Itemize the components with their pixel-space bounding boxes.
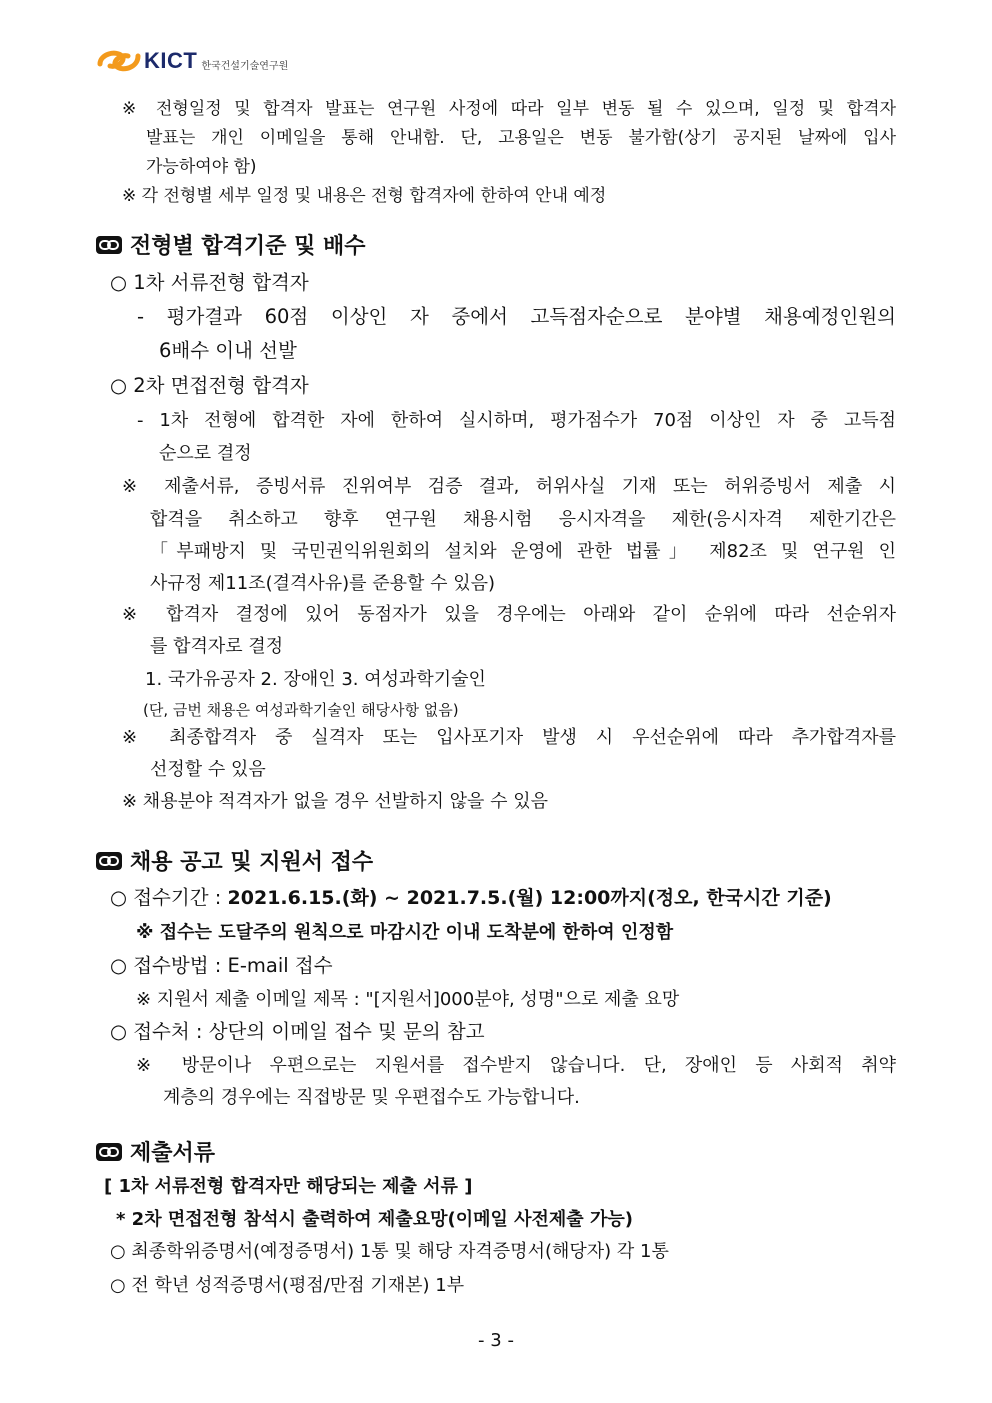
place-note: ※ 방문이나 우편으로는 지원서를 접수받지 않습니다. 단, 장애인 등 사회적 취약 [136, 1055, 896, 1076]
section-title: 채용 공고 및 지원서 접수 [130, 850, 374, 875]
period-note: ※ 접수는 도달주의 원칙으로 마감시간 이내 도착분에 한하여 인정함 [136, 922, 674, 943]
docs-note: * 2차 면접전형 참석시 출력하여 제출요망(이메일 사전제출 가능) [116, 1209, 633, 1230]
receipt-method: ○ 접수방법 : E-mail 접수 [110, 954, 333, 977]
kict-logo [96, 44, 288, 78]
list-item: 선정할 수 있음 [150, 759, 266, 780]
section-heading [96, 845, 373, 876]
list-item: ※ 채용분야 적격자가 없을 경우 선발하지 않을 수 있음 [122, 791, 549, 812]
receipt-period-value: 2021.6.15.(화) ~ 2021.7.5.(월) 12:00까지(정오, 한국시간 기준) [227, 887, 832, 909]
link-icon [96, 236, 122, 254]
method-note: ※ 지원서 제출 이메일 제목 : "[지원서]000분야, 성명"으로 제출 요망 [136, 989, 680, 1010]
list-item: (단, 금번 채용은 여성과학기술인 해당사항 없음) [143, 701, 459, 719]
list-item: 합격을 취소하고 향후 연구원 채용시험 응시자격을 제한(응시자격 제한기간은 [150, 509, 896, 530]
list-item: ※ 합격자 결정에 있어 동점자가 있을 경우에는 아래와 같이 순위에 따라 선순위자 [122, 604, 896, 625]
link-icon [96, 852, 122, 870]
docs-item: ○ 전 학년 성적증명서(평점/만점 기재본) 1부 [110, 1275, 465, 1296]
list-item: 를 합격자로 결정 [150, 636, 284, 657]
list-item: ○ 1차 서류전형 합격자 [110, 271, 309, 294]
list-item: 사규정 제11조(결격사유)를 준용할 수 있음) [150, 573, 496, 594]
logo-text: KICT [144, 48, 198, 73]
receipt-period-label: ○ 접수기간 : [110, 886, 228, 909]
note-line: ※ 전형일정 및 합격자 발표는 연구원 사정에 따라 일부 변동 될 수 있으며, 일정 및 합격자 [122, 99, 896, 119]
org-name: 한국건설기술연구원 [201, 60, 289, 72]
list-item: 「부패방지 및 국민권익위원회의 설치와 운영에 관한 법률」 제82조 및 연구원 인 [150, 541, 896, 562]
list-item: - 평가결과 60점 이상인 자 중에서 고득점자순으로 분야별 채용예정인원의 [137, 305, 896, 328]
list-item: ○ 2차 면접전형 합격자 [110, 374, 309, 397]
place-note: 계층의 경우에는 직접방문 및 우편접수도 가능합니다. [163, 1087, 580, 1108]
list-item: - 1차 전형에 합격한 자에 한하여 실시하며, 평가점수가 70점 이상인 자 중 고득점 [137, 410, 896, 431]
receipt-period [110, 882, 832, 910]
note-line: ※ 각 전형별 세부 일정 및 내용은 전형 합격자에 한하여 안내 예정 [122, 186, 607, 206]
page-number: - 3 - [478, 1330, 514, 1351]
note-line: 가능하여야 함) [146, 157, 257, 177]
kict-logo-icon [96, 46, 142, 76]
section-title: 전형별 합격기준 및 배수 [130, 234, 366, 259]
list-item: ※ 최종합격자 중 실격자 또는 입사포기자 발생 시 우선순위에 따라 추가합격자를 [122, 727, 896, 748]
receipt-place: ○ 접수처 : 상단의 이메일 접수 및 문의 참고 [110, 1020, 485, 1043]
list-item: 6배수 이내 선발 [159, 339, 297, 362]
docs-subtitle: [ 1차 서류전형 합격자만 해당되는 제출 서류 ] [104, 1176, 473, 1197]
link-icon [96, 1143, 122, 1161]
docs-item: ○ 최종학위증명서(예정증명서) 1통 및 해당 자격증명서(해당자) 각 1통 [110, 1241, 669, 1262]
list-item: ※ 제출서류, 증빙서류 진위여부 검증 결과, 허위사실 기재 또는 허위증빙서 제출 시 [122, 476, 896, 497]
list-item: 순으로 결정 [159, 443, 252, 464]
section-heading [96, 1136, 215, 1167]
section-heading [96, 229, 366, 260]
list-item: 1. 국가유공자 2. 장애인 3. 여성과학기술인 [145, 669, 486, 690]
section-title: 제출서류 [130, 1141, 216, 1166]
note-line: 발표는 개인 이메일을 통해 안내함. 단, 고용일은 변동 불가함(상기 공지된 날짜에 입사 [146, 128, 896, 148]
